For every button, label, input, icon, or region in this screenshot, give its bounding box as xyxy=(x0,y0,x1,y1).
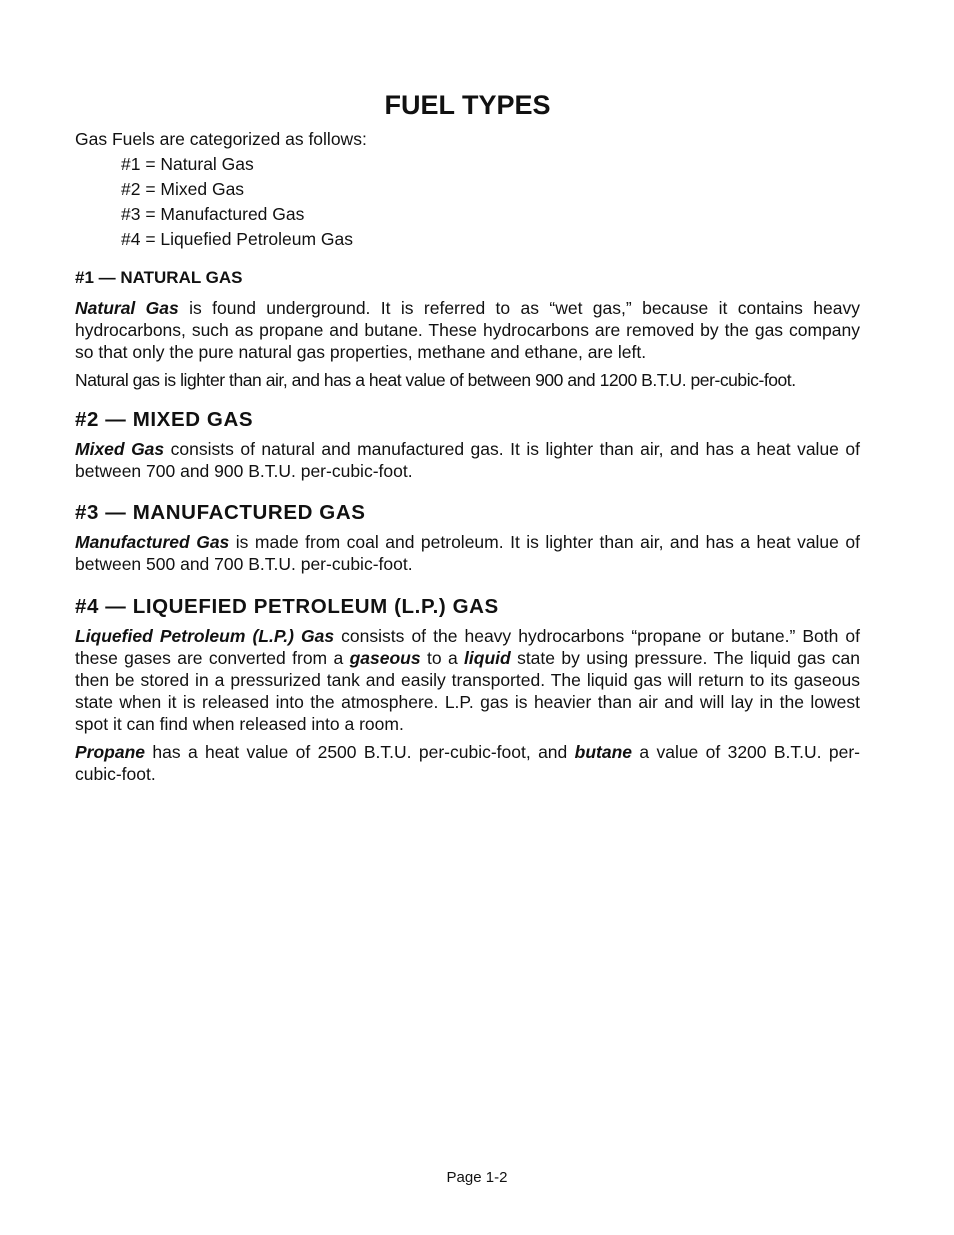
section-heading: #4 — LIQUEFIED PETROLEUM (L.P.) GAS xyxy=(75,595,499,618)
section-natural-gas xyxy=(75,267,860,391)
term: Mixed Gas xyxy=(75,439,165,459)
section-mixed-gas xyxy=(75,407,860,482)
list-item: #4 = Liquefied Petroleum Gas xyxy=(121,229,354,249)
term: Liquefied Petroleum (L.P.) Gas xyxy=(75,626,335,646)
section-heading: #3 — MANUFACTURED GAS xyxy=(75,501,366,524)
intro-block xyxy=(75,127,860,252)
section-paragraph: Propane has a heat value of 2500 B.T.U. per-cubic-foot, and butane a value of 3200 B.T.U. per-cubic-foot. xyxy=(75,742,860,784)
section-paragraph: Liquefied Petroleum (L.P.) Gas consists of the heavy hydrocarbons “propane or butane.” Both of these gases are converted from a gaseous to a liquid state by using pressure. The liquid gas can then be stored in a pressurized tank and easily transported. The liquid gas will return to its gaseous state when it is released into the atmosphere. L.P. gas is heavier than air and will lay in the lowest spot it can find when released into a room. xyxy=(75,626,860,734)
section-manufactured-gas xyxy=(75,500,860,575)
term: Propane xyxy=(75,742,146,762)
page-number: Page 1-2 xyxy=(446,1169,508,1186)
page-title: FUEL TYPES xyxy=(384,90,551,120)
section-paragraph: Natural gas is lighter than air, and has a heat value of between 900 and 1200 B.T.U. per-cubic-foot. xyxy=(75,370,796,390)
intro-lead: Gas Fuels are categorized as follows: xyxy=(75,129,367,149)
section-paragraph: Mixed Gas consists of natural and manufactured gas. It is lighter than air, and has a heat value of between 700 and 900 B.T.U. per-cubic-foot. xyxy=(75,439,860,481)
section-heading: #1 — NATURAL GAS xyxy=(75,268,243,287)
section-heading: #2 — MIXED GAS xyxy=(75,408,254,431)
term: gaseous xyxy=(349,648,421,668)
section-lp-gas xyxy=(75,594,860,785)
term: Manufactured Gas xyxy=(75,532,230,552)
fuel-category-list xyxy=(75,152,860,252)
term: butane xyxy=(574,742,633,762)
list-item: #1 = Natural Gas xyxy=(121,154,254,174)
section-paragraph: Natural Gas is found underground. It is referred to as “wet gas,” because it contains heavy hydrocarbons, such as propane and butane. These hydrocarbons are removed by the gas company so that only the pure natural gas properties, methane and ethane, are left. xyxy=(75,298,860,362)
list-item: #2 = Mixed Gas xyxy=(121,179,245,199)
section-paragraph: Manufactured Gas is made from coal and petroleum. It is lighter than air, and has a heat value of between 500 and 700 B.T.U. per-cubic-foot. xyxy=(75,532,860,574)
term: Natural Gas xyxy=(75,298,179,318)
term: liquid xyxy=(464,648,511,668)
list-item: #3 = Manufactured Gas xyxy=(121,204,305,224)
